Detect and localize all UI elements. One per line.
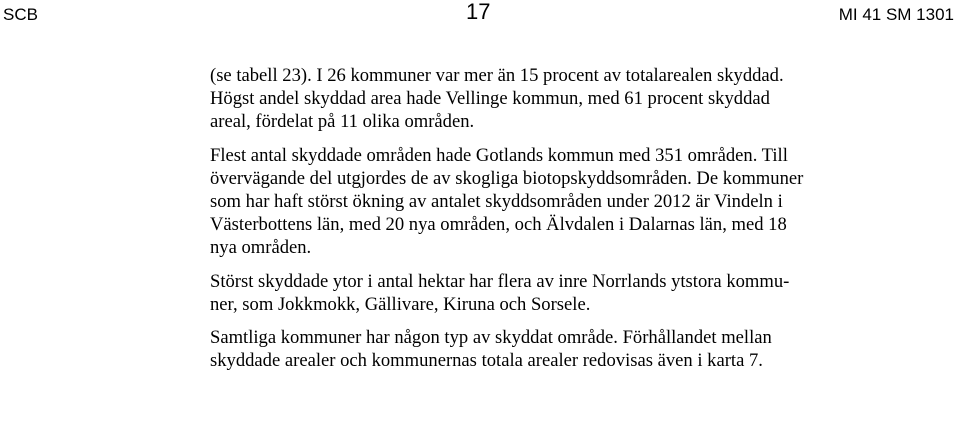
text-line: (se tabell 23). I 26 kommuner var mer än 15 procent av totalarealen skyddad. [210, 65, 784, 86]
paragraph-1 [210, 64, 938, 134]
text-line: Störst skyddade ytor i antal hektar har flera av inre Norrlands ytstora kommu- [210, 270, 790, 292]
text-line: nya områden. [210, 237, 312, 259]
header-organization: SCB [3, 5, 38, 24]
paragraph-2 [210, 144, 938, 260]
paragraph-3 [210, 270, 938, 316]
paragraph-4 [210, 326, 938, 372]
report-id: MI 41 SM 1301 [838, 5, 954, 24]
text-line: Högst andel skyddad area hade Vellinge kommun, med 61 procent skyddad [210, 88, 770, 110]
text-line: Västerbottens län, med 20 nya områden, och Älvdalen i Dalarnas län, med 18 [210, 214, 787, 236]
text-line: areal, fördelat på 11 olika områden. [210, 111, 475, 133]
text-line: övervägande del utgjordes de av skogliga biotopskyddsområden. De kommuner [210, 167, 804, 189]
body-text [210, 64, 938, 372]
page-header [0, 0, 960, 30]
page-number: 17 [466, 0, 491, 24]
text-line: Samtliga kommuner har någon typ av skyddat område. Förhållandet mellan [210, 327, 772, 349]
text-line: Flest antal skyddade områden hade Gotlands kommun med 351 områden. Till [210, 144, 788, 166]
text-line: ner, som Jokkmokk, Gällivare, Kiruna och Sorsele. [210, 293, 591, 315]
text-line: skyddade arealer och kommunernas totala arealer redovisas även i karta 7. [210, 350, 763, 372]
text-line: som har haft störst ökning av antalet skyddsområden under 2012 är Vindeln i [210, 191, 783, 213]
